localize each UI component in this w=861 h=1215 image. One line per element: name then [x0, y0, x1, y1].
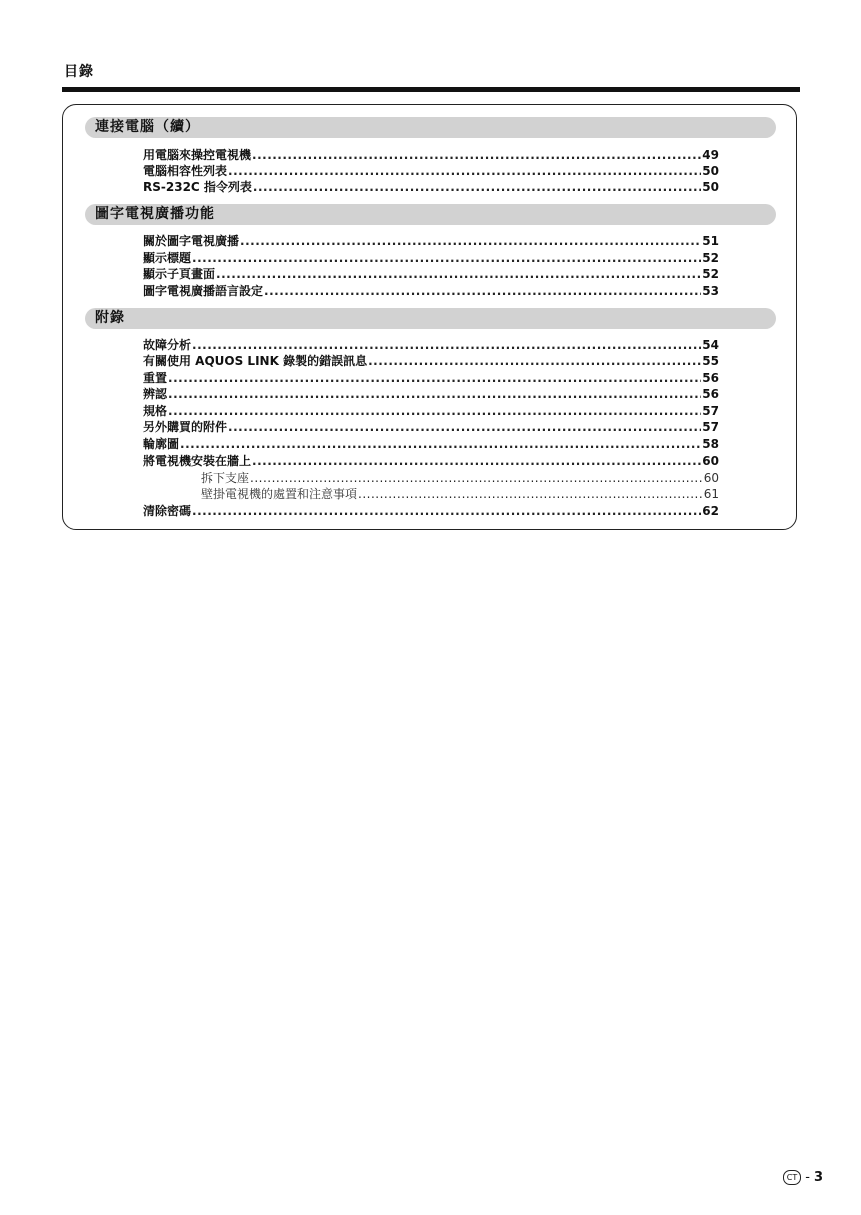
section-header-teletext — [85, 204, 776, 225]
toc-entry[interactable] — [143, 283, 719, 299]
dot-leader — [192, 503, 701, 519]
dot-leader — [180, 436, 701, 452]
dot-leader — [252, 453, 701, 469]
dot-leader — [168, 403, 701, 419]
entry-page: 54 — [702, 338, 719, 352]
toc-entry[interactable] — [143, 179, 719, 195]
section-header-appendix — [85, 308, 776, 329]
entry-label: 輪廓圖 — [143, 437, 180, 451]
dot-leader — [168, 386, 701, 402]
toc-entry[interactable] — [143, 403, 719, 419]
entry-label: 壁掛電視機的處置和注意事項 — [201, 487, 358, 501]
entry-label: 圖字電視廣播語言設定 — [143, 284, 264, 298]
entry-label: 拆下支座 — [201, 471, 250, 485]
toc-entry[interactable] — [143, 419, 719, 435]
heading-rule — [62, 87, 800, 92]
entry-page: 49 — [702, 148, 719, 162]
entry-label: 關於圖字電視廣播 — [143, 234, 240, 248]
dot-leader — [228, 419, 701, 435]
toc-entry[interactable] — [143, 353, 719, 369]
entry-label: 清除密碼 — [143, 504, 192, 518]
entry-page: 57 — [702, 404, 719, 418]
entry-label: 電腦相容性列表 — [143, 164, 228, 178]
entry-label: 重置 — [143, 371, 168, 385]
entry-page: 56 — [702, 371, 719, 385]
toc-entry[interactable] — [143, 266, 719, 282]
toc-entry[interactable] — [143, 453, 719, 469]
footer-separator: - — [805, 1170, 810, 1185]
entry-page: 55 — [702, 354, 719, 368]
entry-page: 53 — [702, 284, 719, 298]
toc-entry[interactable] — [143, 337, 719, 353]
entry-label: 將電視機安裝在牆上 — [143, 454, 252, 468]
entry-page: 60 — [702, 454, 719, 468]
entry-label: 有關使用 AQUOS LINK 錄製的錯誤訊息 — [143, 354, 368, 368]
dot-leader — [228, 163, 701, 179]
entry-page: 62 — [702, 504, 719, 518]
toc-entry[interactable] — [143, 250, 719, 266]
entry-page: 50 — [702, 180, 719, 194]
toc-subentry[interactable] — [201, 486, 719, 502]
toc-entry[interactable] — [143, 503, 719, 519]
dot-leader — [264, 283, 701, 299]
entry-page: 61 — [703, 487, 719, 501]
page-footer — [783, 1170, 823, 1185]
section-header-pc-continued — [85, 117, 776, 138]
entry-page: 58 — [702, 437, 719, 451]
entry-page: 60 — [703, 471, 719, 485]
page-number: 3 — [813, 1170, 823, 1185]
entry-page: 50 — [702, 164, 719, 178]
entry-page: 57 — [702, 420, 719, 434]
entry-label: 顯示標題 — [143, 251, 192, 265]
toc-entry[interactable] — [143, 436, 719, 452]
entry-label: 用電腦來操控電視機 — [143, 148, 252, 162]
entry-label: 顯示子頁畫面 — [143, 267, 216, 281]
section-title: 附錄 — [95, 310, 125, 326]
dot-leader — [216, 266, 701, 282]
toc-entry[interactable] — [143, 370, 719, 386]
entry-label: 辨認 — [143, 387, 168, 401]
toc-subentry[interactable] — [201, 470, 719, 486]
dot-leader — [168, 370, 701, 386]
dot-leader — [192, 337, 701, 353]
toc-entry[interactable] — [143, 147, 719, 163]
dot-leader — [252, 147, 701, 163]
toc-entry[interactable] — [143, 386, 719, 402]
toc-entry[interactable] — [143, 163, 719, 179]
entry-label: 另外購買的附件 — [143, 420, 228, 434]
section-title: 圖字電視廣播功能 — [95, 206, 215, 222]
entry-label: 規格 — [143, 404, 168, 418]
dot-leader — [358, 486, 703, 502]
dot-leader — [240, 233, 701, 249]
dot-leader — [192, 250, 701, 266]
entry-label: 故障分析 — [143, 338, 192, 352]
entry-page: 56 — [702, 387, 719, 401]
page-heading: 目錄 — [64, 64, 94, 80]
entry-page: 51 — [702, 234, 719, 248]
language-badge: CT — [783, 1170, 801, 1185]
entry-label: RS-232C 指令列表 — [143, 180, 252, 194]
dot-leader — [368, 353, 701, 369]
dot-leader — [253, 179, 701, 195]
section-title: 連接電腦（續） — [95, 119, 200, 135]
dot-leader — [250, 470, 703, 486]
entry-page: 52 — [702, 267, 719, 281]
toc-entry[interactable] — [143, 233, 719, 249]
entry-page: 52 — [702, 251, 719, 265]
